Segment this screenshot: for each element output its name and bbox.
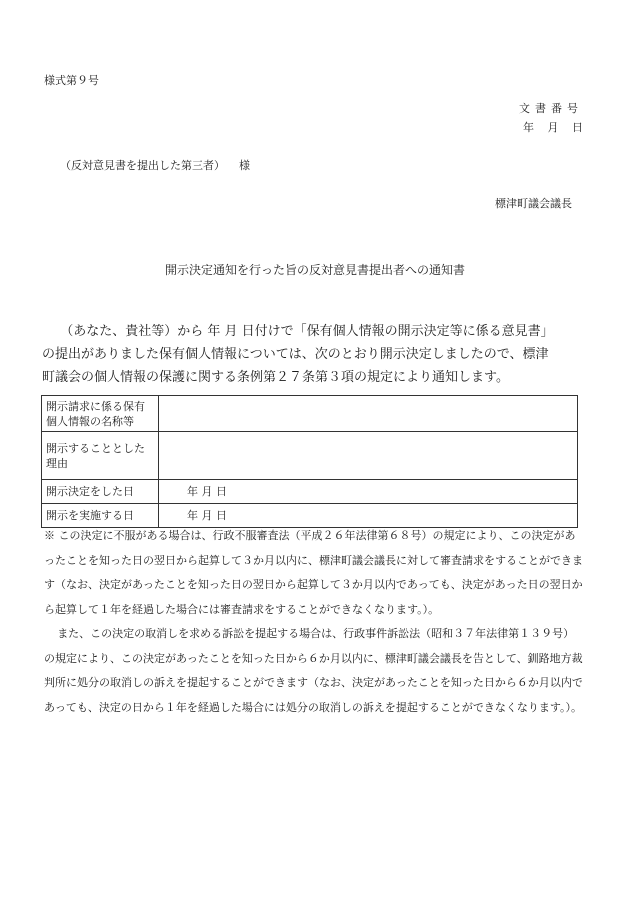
intro-paragraph bbox=[42, 320, 602, 389]
recipient bbox=[60, 157, 250, 173]
notes-section bbox=[44, 524, 584, 720]
recipient-name: （反対意見書を提出した第三者） bbox=[60, 159, 225, 172]
document-date-label: 年 月 日 bbox=[523, 121, 583, 134]
table-value: 年 月 日 bbox=[159, 504, 578, 528]
table-label: 開示請求に係る保有 個人情報の名称等 bbox=[42, 396, 159, 432]
document-title: 開示決定通知を行った旨の反対意見書提出者への通知書 bbox=[164, 263, 465, 277]
document-number-label: 文書番号 bbox=[519, 102, 583, 115]
table-row bbox=[42, 396, 578, 432]
decision-table bbox=[41, 395, 578, 528]
table-label: 開示することとした 理由 bbox=[42, 432, 159, 480]
note-paragraph: また、この決定の取消しを求める訴訟を提起する場合は、行政事件訴訟法（昭和３７年法律第１３９号）の規定により、この決定があったことを知った日から６か月以内に、標津町議会議長を告として、釧路地方裁判所に処分の取消しの訴えを提起することができます（なお、決定があったことを知った日から６か月以内であっても、決定の日から１年を経過した場合には処分の取消しの訴えを提起することができなくなります。）。 bbox=[44, 627, 583, 714]
table-row bbox=[42, 432, 578, 480]
table-value bbox=[159, 432, 578, 480]
intro-line: 町議会の個人情報の保護に関する条例第２７条第３項の規定により通知します。 bbox=[42, 370, 509, 385]
table-value bbox=[159, 396, 578, 432]
form-number: 様式第９号 bbox=[44, 74, 99, 87]
intro-line: の提出がありました保有個人情報については、次のとおり開示決定しましたので、標津 bbox=[42, 347, 549, 362]
recipient-honorific: 様 bbox=[239, 159, 250, 172]
table-label: 開示決定をした日 bbox=[42, 480, 159, 504]
table-value: 年 月 日 bbox=[159, 480, 578, 504]
table-row bbox=[42, 480, 578, 504]
intro-line: （あなた、貴社等）から 年 月 日付けで「保有個人情報の開示決定等に係る意見書」 bbox=[60, 324, 554, 339]
note-paragraph: ※ この決定に不服がある場合は、行政不服審査法（平成２６年法律第６８号）の規定により、この決定があったことを知った日の翌日から起算して３か月以内に、標津町議会議長に対して審査請求をすることができます（なお、決定があったことを知った日の翌日から起算して３か月以内であっても、決定があった日の翌日から起算して１年を経過した場合には審査請求をすることができなくなります。）。 bbox=[44, 529, 583, 616]
table-label: 開示を実施する日 bbox=[42, 504, 159, 528]
sender: 標津町議会議長 bbox=[495, 197, 572, 210]
